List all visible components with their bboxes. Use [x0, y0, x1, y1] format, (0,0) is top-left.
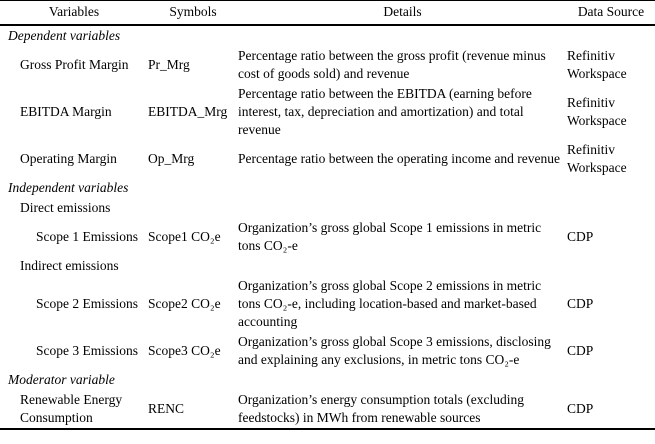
- variable-symbol: Scope2 CO₂e: [148, 296, 221, 311]
- variable-symbol: Pr_Mrg: [148, 57, 190, 72]
- section-heading-moderator-variable: Moderator variable: [8, 372, 115, 387]
- subsection-row: [0, 198, 655, 218]
- variable-name: Renewable Energy Consumption: [20, 392, 123, 425]
- variable-details: Percentage ratio between the EBITDA (earning before interest, tax, depreciation and amortization) and total revenue: [238, 86, 532, 137]
- data-source: Refinitiv Workspace: [567, 95, 627, 128]
- column-header-details: Details: [383, 4, 422, 19]
- variable-symbol: Scope3 CO₂e: [148, 343, 221, 358]
- subsection-direct-emissions: Direct emissions: [20, 200, 111, 215]
- variable-details: Organization’s gross global Scope 3 emissions, disclosing and explaining any exclusions, in metric tons CO₂-e: [238, 334, 551, 367]
- table-row: [0, 140, 655, 178]
- column-header-variables: Variables: [48, 4, 100, 19]
- data-source: Refinitiv Workspace: [567, 48, 627, 81]
- table-row: [0, 84, 655, 140]
- table-row: [0, 46, 655, 84]
- variable-details: Percentage ratio between the operating income and revenue: [238, 151, 560, 166]
- table-row: [0, 276, 655, 332]
- data-source: Refinitiv Workspace: [567, 142, 627, 175]
- data-source: CDP: [567, 296, 594, 311]
- variable-details: Percentage ratio between the gross profit (revenue minus cost of goods sold) and revenue: [238, 48, 546, 81]
- variable-symbol: RENC: [148, 401, 185, 416]
- section-row: [0, 26, 655, 46]
- variable-details: Organization’s energy consumption totals (excluding feedstocks) in MWh from renewable sources: [238, 392, 524, 425]
- data-source: CDP: [567, 343, 594, 358]
- subsection-row: [0, 256, 655, 276]
- section-row: [0, 178, 655, 198]
- variable-name: Gross Profit Margin: [20, 57, 129, 72]
- variable-symbol: EBITDA_Mrg: [148, 104, 228, 119]
- data-source: CDP: [567, 401, 594, 416]
- column-header-data-source: Data Source: [577, 4, 645, 19]
- table-row: [0, 390, 655, 428]
- variable-name: Operating Margin: [20, 151, 117, 166]
- table-row: [0, 218, 655, 256]
- variable-details: Organization’s gross global Scope 2 emissions in metric tons CO₂-e, including location-based and market-based accounting: [238, 278, 542, 329]
- variable-symbol: Op_Mrg: [148, 151, 195, 166]
- variable-name: Scope 1 Emissions: [36, 229, 139, 244]
- section-row: [0, 370, 655, 390]
- variable-name: EBITDA Margin: [20, 104, 112, 119]
- variable-name: Scope 2 Emissions: [36, 296, 139, 311]
- variable-name: Scope 3 Emissions: [36, 343, 139, 358]
- column-header-symbols: Symbols: [169, 4, 217, 19]
- section-heading-dependent-variables: Dependent variables: [8, 28, 121, 43]
- subsection-indirect-emissions: Indirect emissions: [20, 258, 119, 273]
- variable-symbol: Scope1 CO₂e: [148, 229, 221, 244]
- table-row: [0, 332, 655, 370]
- section-heading-independent-variables: Independent variables: [8, 180, 129, 195]
- variable-details: Organization’s gross global Scope 1 emissions in metric tons CO₂-e: [238, 220, 542, 253]
- data-source: CDP: [567, 229, 594, 244]
- table-header-row: [0, 1, 655, 26]
